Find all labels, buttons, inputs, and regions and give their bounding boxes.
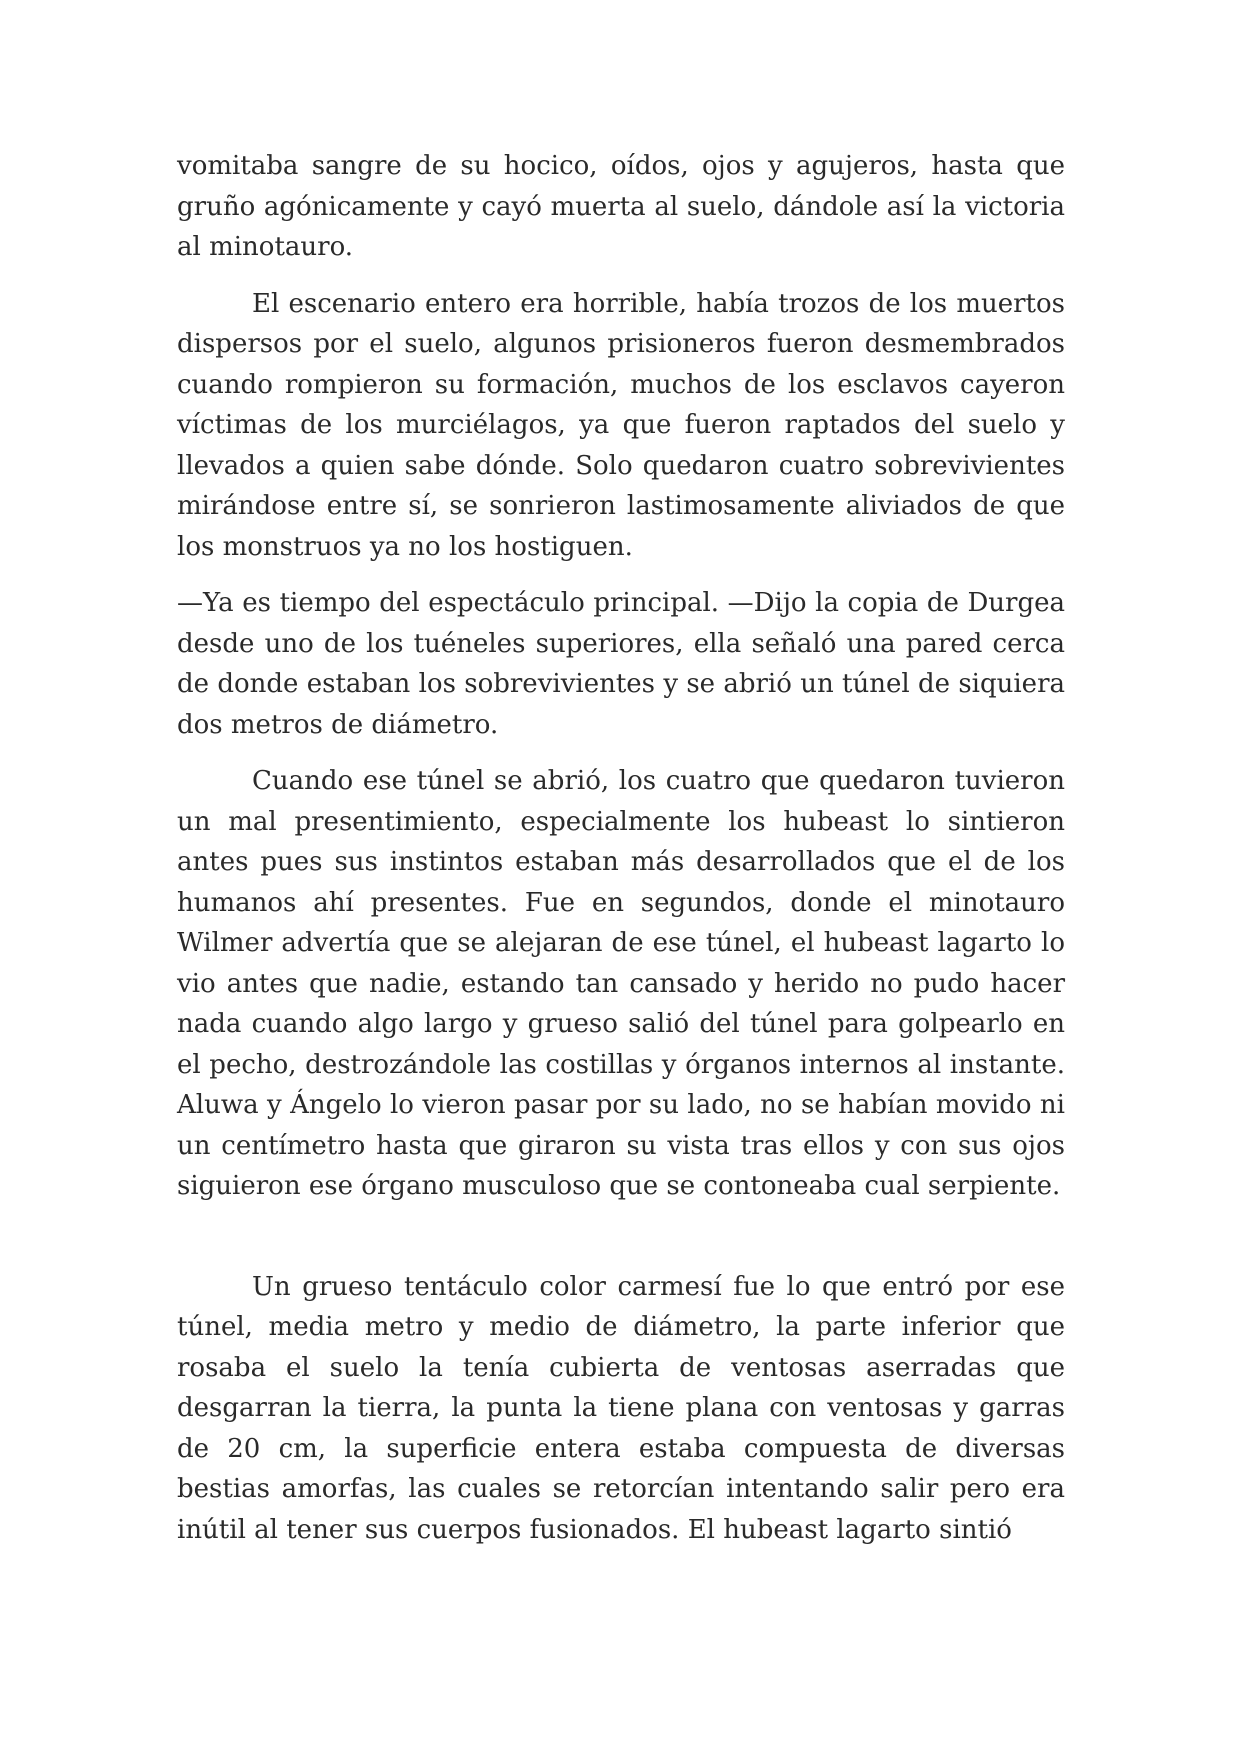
paragraph-dialogue: —Ya es tiempo del espectáculo principal. —Dijo la copia de Durgea desde uno de los tuéneles superiores, ella señaló una pared cerca de donde estaban los sobrevivientes y se abrió un túnel de siquiera dos metros de diámetro. <box>177 588 1065 740</box>
paragraph-tunnel: Cuando ese túnel se abrió, los cuatro que quedaron tuvieron un mal presentimiento, especialmente los hubeast lo sintieron antes pues sus instintos estaban más desarrollados que el de los humanos ahí presentes. Fue en segundos, donde el minotauro Wilmer advertía que se alejaran de ese túnel, el hubeast lagarto lo vio antes que nadie, estando tan cansado y herido no pudo hacer nada cuando algo largo y grueso salió del túnel para golpearlo en el pecho, destrozándole las costillas y órganos internos al instante. Aluwa y Ángelo lo vieron pasar por su lado, no se habían movido ni un centímetro hasta que giraron su vista tras ellos y con sus ojos siguieron ese órgano musculoso que se contoneaba cual serpiente. <box>177 766 1065 1201</box>
paragraph-tentacle: Un grueso tentáculo color carmesí fue lo que entró por ese túnel, media metro y medio de diámetro, la parte inferior que rosaba el suelo la tenía cubierta de ventosas aserradas que desgarran la tierra, la punta la tiene plana con ventosas y garras de 20 cm, la superficie entera estaba compuesta de diversas bestias amorfas, las cuales se retorcían intentando salir pero era inútil al tener sus cuerpos fusionados. El hubeast lagarto sintió <box>177 1271 1065 1545</box>
paragraph-scene: El escenario entero era horrible, había trozos de los muertos dispersos por el suelo, algunos prisioneros fueron desmembrados cuando rompieron su formación, muchos de los esclavos cayeron víctimas de los murciélagos, ya que fueron raptados del suelo y llevados a quien sabe dónde. Solo quedaron cuatro sobrevivientes mirándose entre sí, se sonrieron lastimosamente aliviados de que los monstruos ya no los hostiguen. <box>177 288 1065 562</box>
body-text <box>177 146 1065 1550</box>
paragraph-continuation: vomitaba sangre de su hocico, oídos, ojos y agujeros, hasta que gruño agónicamente y cayó muerta al suelo, dándole así la victoria al minotauro. <box>177 151 1065 262</box>
